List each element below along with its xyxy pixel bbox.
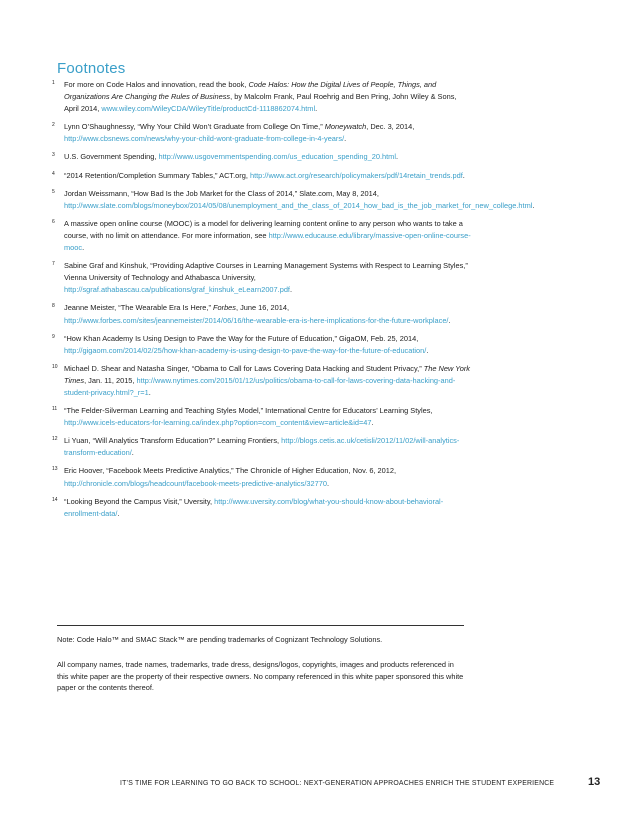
footnote-text: U.S. Government Spending, — [64, 152, 159, 162]
footnote-text: A massive open online course (MOOC) is a model for delivering learning content online to any person who wants to take a course, with no limit on attendance. For more information, see — [64, 218, 463, 240]
footnote-link[interactable]: http://www.act.org/research/policymakers/pdf/14retain_trends.pdf — [249, 170, 463, 180]
footnote-number: 5 — [52, 188, 55, 195]
footnote-text: , June 16, 2014, — [236, 303, 290, 313]
footnote-text: Lynn O’Shaughnessy, “Why Your Child Won’t Graduate from College On Time,” — [64, 122, 325, 132]
footnote-number: 13 — [52, 466, 58, 473]
footnote-text: “The Felder-Silverman Learning and Teaching Styles Model,” International Centre for Educators’ Learning Styles, — [64, 406, 433, 416]
footnote-text: . — [326, 478, 329, 488]
footnote-text: “How Khan Academy Is Using Design to Pave the Way for the Future of Education,” GigaOM, Feb. 25, 2014, — [64, 333, 419, 343]
footnote-item — [52, 496, 472, 520]
footnote-number: 3 — [52, 152, 55, 159]
footnote-number: 8 — [52, 303, 55, 310]
footnote-item — [52, 218, 472, 254]
footnote-text: “2014 Retention/Completion Summary Tables,” ACT.org, — [64, 170, 250, 180]
footnotes-list — [52, 79, 535, 526]
footnote-link[interactable]: www.wiley.com/WileyCDA/WileyTitle/productCd-1118862074.html — [101, 104, 316, 114]
footnote-text: . — [315, 104, 318, 114]
footnote-number: 6 — [52, 218, 55, 225]
footnote-link[interactable]: http://www.icels-educators-for-learning.ca/index.php?option=com_content&view=article&id=47 — [64, 418, 372, 428]
footnote-number: 12 — [52, 436, 58, 443]
footnotes-heading: Footnotes — [57, 60, 126, 77]
footnote-link[interactable]: http://www.usgovernmentspending.com/us_education_spending_20.html — [158, 152, 396, 162]
footnote-italic-text: Forbes — [212, 303, 236, 313]
footnote-link[interactable]: http://www.uversity.com/blog/what-you-should-know-about-behavioral-enrollment-data/ — [64, 496, 444, 518]
footnote-text: , Dec. 3, 2014, — [366, 122, 415, 132]
footnote-item — [52, 260, 472, 296]
footnote-number: 10 — [52, 363, 58, 370]
footnote-item — [52, 188, 535, 212]
footnote-item — [52, 363, 472, 399]
footnote-link[interactable]: http://gigaom.com/2014/02/25/how-khan-academy-is-using-design-to-pave-the-way-for-the-future-of-education/ — [64, 345, 427, 355]
running-footer: IT’S TIME FOR LEARNING TO GO BACK TO SCHOOL: NEXT-GENERATION APPROACHES ENRICH THE STUDENT EXPERIENCE — [120, 780, 555, 787]
footnote-text: Jordan Weissmann, “How Bad Is the Job Market for the Class of 2014,” Slate.com, May 8, 2014, — [64, 188, 379, 198]
footnote-link[interactable]: http://chronicle.com/blogs/headcount/facebook-meets-predictive-analytics/32770 — [64, 478, 327, 488]
footnote-text: Michael D. Shear and Natasha Singer, “Obama to Call for Laws Covering Data Hacking and Student Privacy,” — [64, 363, 424, 373]
footnote-text: . — [82, 243, 85, 253]
footnote-link[interactable]: http://www.nytimes.com/2015/01/12/us/politics/obama-to-call-for-laws-covering-data-hacking-and-student-privacy.html?_r=1 — [64, 375, 456, 397]
trademark-note: Note: Code Halo™ and SMAC Stack™ are pending trademarks of Cognizant Technology Solutions. — [57, 635, 383, 644]
footnote-text: . — [131, 448, 134, 458]
footnote-text: . — [371, 418, 374, 428]
footnote-text: . — [117, 508, 120, 518]
footnote-text: , by Malcolm Frank, Paul Roehrig and Ben Pring, John Wiley & Sons, April 2014, — [64, 92, 457, 114]
footnote-item — [52, 151, 472, 163]
footnote-text: For more on Code Halos and innovation, read the book, — [64, 80, 249, 89]
footnote-text: . — [344, 134, 347, 144]
footnote-link[interactable]: http://blogs.cetis.ac.uk/cetisli/2012/11/02/will-analytics-transform-education/ — [64, 436, 460, 458]
footnote-text: . — [289, 285, 293, 295]
footnote-text: Sabine Graf and Kinshuk, “Providing Adaptive Courses in Learning Management Systems with Respect to Learning Styles,” Vienna University of Technology and Athabasca University, — [64, 261, 468, 283]
footnote-link[interactable]: http://www.cbsnews.com/news/why-your-child-wont-graduate-from-college-in-4-years/ — [64, 134, 345, 144]
footnote-number: 11 — [52, 406, 58, 413]
footnote-item — [52, 79, 472, 115]
footnote-italic-text: Code Halos: How the Digital Lives of People, Things, and Organizations Are Changing the Rules of Business — [64, 80, 437, 102]
footnote-italic-text: The New York Times — [64, 363, 470, 385]
footnote-text: Li Yuan, “Will Analytics Transform Education?” Learning Frontiers, — [64, 436, 282, 446]
footnote-item — [52, 435, 472, 459]
footnote-text: . — [148, 387, 151, 397]
footnote-text: . — [426, 345, 429, 355]
footnote-number: 4 — [52, 170, 55, 177]
footnote-text: Jeanne Meister, “The Wearable Era Is Here,” — [64, 303, 213, 313]
footnote-text: . — [395, 152, 399, 162]
footnote-number: 2 — [52, 122, 55, 129]
footnote-item — [52, 170, 472, 182]
footnote-number: 7 — [52, 261, 55, 268]
footnote-item — [52, 465, 472, 489]
page-number: 13 — [588, 776, 601, 788]
footnote-text: , Jan. 11, 2015, — [84, 375, 137, 385]
footnote-number: 14 — [52, 496, 58, 503]
footnote-number: 9 — [52, 333, 55, 340]
footnote-link[interactable]: http://sgraf.athabascau.ca/publications/graf_kinshuk_eLearn2007.pdf — [64, 285, 290, 295]
divider — [57, 625, 464, 626]
footnote-text: “Looking Beyond the Campus Visit,” Uversity, — [64, 496, 215, 506]
footnote-link[interactable]: http://www.slate.com/blogs/moneybox/2014/05/08/unemployment_and_the_class_of_2014_how_bad_is_the_job_market_for_new_college.html — [64, 200, 533, 210]
footnote-text: . — [448, 315, 451, 325]
footnote-italic-text: Moneywatch — [324, 122, 367, 132]
legal-disclaimer: All company names, trade names, trademarks, trade dress, designs/logos, copyrights, images and products referenced in this white paper are the property of their respective owners. No company referenced in this white paper sponsored this white paper or the contents thereof. — [57, 660, 464, 692]
footnote-link[interactable]: http://www.forbes.com/sites/jeannemeister/2014/06/16/the-wearable-era-is-here-implications-for-the-future-workplace/ — [64, 315, 449, 325]
footnote-item — [52, 121, 472, 145]
footnote-text: . — [462, 170, 465, 180]
footnote-item — [52, 302, 472, 326]
footnote-number: 1 — [52, 80, 55, 86]
footnote-link[interactable]: http://www.educause.edu/library/massive-open-online-course-mooc — [64, 230, 471, 253]
footnote-text: . — [532, 200, 535, 210]
footnote-text: Eric Hoover, “Facebook Meets Predictive Analytics,” The Chronicle of Higher Education, Nov. 6, 2012, — [64, 466, 397, 476]
footnote-item — [52, 333, 472, 357]
footnote-item — [52, 405, 472, 429]
